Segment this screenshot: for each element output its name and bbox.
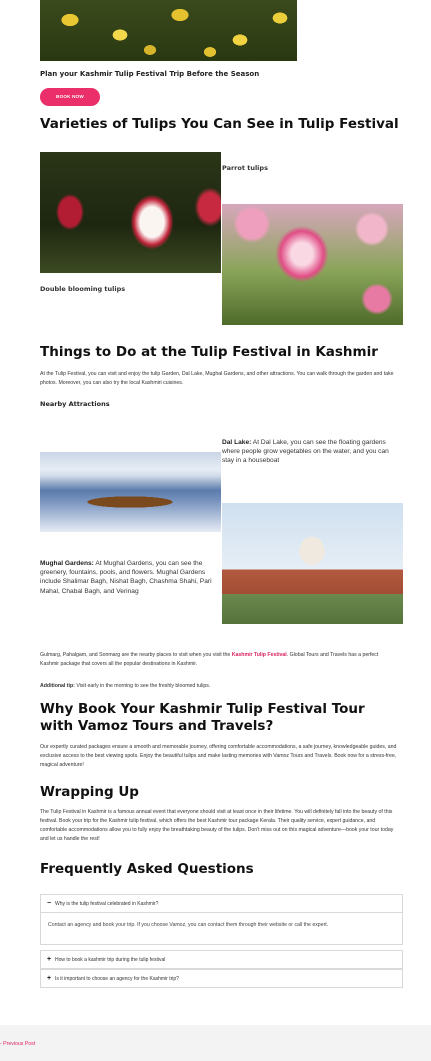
wrapping-up-text: The Tulip Festival in Kashmir is a famous annual event that everyone should visit at least once in their lifetime. You will definitely fall into the beauty of this festival. Book your trip for the Kashmir tulip festival, which offers the best Kashmir tour package Kerala. Their quality service, expert guidance, and comfortable accommodations allow you to fully enjoy the breathtaking beauty of the tulips. Don't miss out on this magical adventure—book your tour today and let us handle the rest! [40,809,394,843]
dal-lake-label: Dal Lake: [222,439,252,446]
additional-tip-label: Additional tip: [40,683,75,689]
dal-lake-houseboat-image [40,452,221,532]
faq-question-1[interactable] [41,895,402,912]
wrapping-up-heading: Wrapping Up [40,784,139,800]
things-intro: At the Tulip Festival, you can visit and enjoy the tulip Garden, Dal Lake, Mughal Gardens, and other attractions. You can walk through the garden and take photos. Moreover, you can also try the local Kashmiri cuisines. [40,371,394,387]
faq-item-3 [40,969,403,988]
dal-lake-description [222,438,398,466]
faq-question-3[interactable] [41,970,402,987]
dal-lake-text: At Dal Lake, you can see the floating gardens where people grow vegetables on the water, and you can stay in a houseboat [222,439,389,465]
minus-icon: − [47,900,52,907]
mughal-gardens-text: At Mughal Gardens, you can see the greenery, fountains, pools, and flowers. Mughal Gardens include Shalimar Bagh, Nishat Bagh, Chashma Shahi, Pari Mahal, Chabal Bagh, and Verinag [40,560,212,595]
nearby-places-text-1: Gulmarg, Pahalgam, and Sonmarg are the nearby places to visit when you visit the [40,652,232,658]
post-navigation-footer [0,1025,431,1061]
faq-question-2-text: How to book a kashmir trip during the tulip festival [55,956,166,963]
faq-question-1-text: Why is the tulip festival celebrated in Kashmir? [55,900,159,907]
things-heading: Things to Do at the Tulip Festival in Kashmir [40,344,378,360]
faq-heading: Frequently Asked Questions [40,861,254,877]
faq-answer-1: Contact an agency and book your trip. If you choose Vamoz, you can contact them through their website or call the expert. [41,912,402,944]
nearby-places-text-2: . Global Tours and Travels has a perfect Kashmir package that covers all the popular destinations in Kashmir. [40,652,379,668]
nearby-places-paragraph [40,651,396,669]
nearby-attractions-heading: Nearby Attractions [40,400,110,408]
additional-tip-text: Visit early in the morning to see the freshly bloomed tulips. [74,683,211,689]
faq-item-1 [40,894,403,945]
kashmir-tulip-festival-link[interactable]: Kashmir Tulip Festival [231,652,287,658]
parrot-tulips-caption: Parrot tulips [222,164,268,172]
mughal-monument-image [222,503,403,624]
mughal-gardens-label: Mughal Gardens: [40,560,94,567]
yellow-tulips-image [40,0,297,61]
additional-tip [40,682,396,691]
why-book-text: Our expertly curated packages ensure a smooth and memorable journey, offering comfortable accommodations, a safe journey, knowledgeable guides, and exclusive access to the best viewing spots. Enjoy the beautiful tulips and make lasting memories with Vamoz Tours and Travels. Book now for a stress-free, magical adventure! [40,744,397,769]
why-book-heading: Why Book Your Kashmir Tulip Festival Tour with Vamoz Tours and Travels? [40,701,365,734]
previous-post-link[interactable]: - Previous Post [0,1041,36,1047]
faq-item-2 [40,950,403,969]
parrot-tulips-image [40,152,221,273]
faq-question-2[interactable] [41,951,402,968]
varieties-heading: Varieties of Tulips You Can See in Tulip Festival [40,116,399,132]
plus-icon: + [47,956,52,963]
book-now-button[interactable]: BOOK NOW [40,88,100,106]
plus-icon: + [47,975,52,982]
faq-question-3-text: Is it important to choose an agency for the Kashmir trip? [55,975,179,982]
double-tulips-image [222,204,403,325]
double-tulips-caption: Double blooming tulips [40,285,126,293]
mughal-gardens-description [40,559,221,596]
plan-trip-heading: Plan your Kashmir Tulip Festival Trip Before the Season [40,70,260,78]
